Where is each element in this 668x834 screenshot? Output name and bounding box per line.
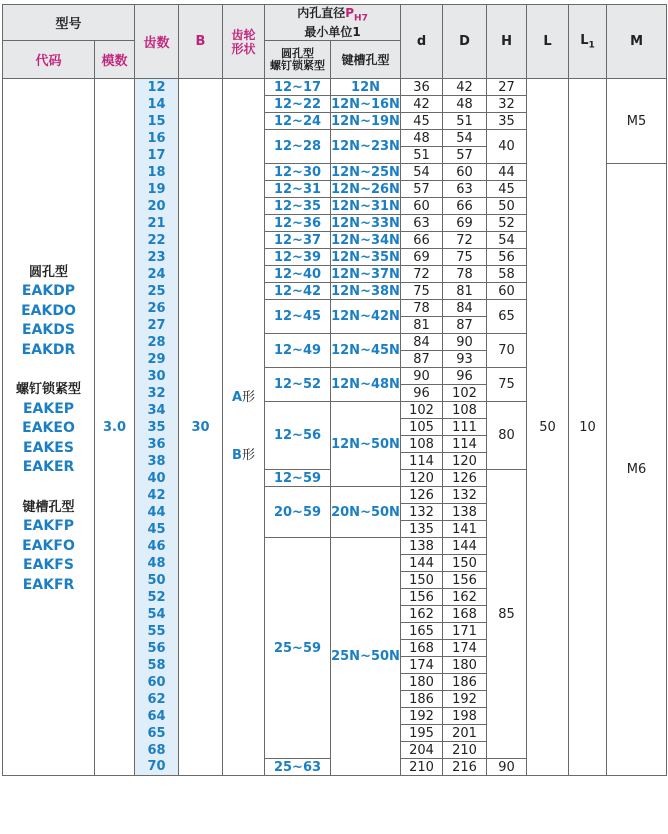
- header-d: d: [401, 5, 443, 79]
- group-label-keyway: 键槽孔型: [22, 499, 75, 515]
- H-cell: 45: [487, 181, 527, 198]
- d-cell: 150: [401, 572, 443, 589]
- teeth-cell: 40: [135, 470, 179, 487]
- D-cell: 150: [443, 555, 487, 572]
- teeth-cell: 48: [135, 555, 179, 572]
- D-cell: 192: [443, 691, 487, 708]
- teeth-cell: 45: [135, 521, 179, 538]
- bore-round-cell: 25~63: [265, 759, 331, 776]
- d-cell: 48: [401, 130, 443, 147]
- bore-round-cell: 12~24: [265, 113, 331, 130]
- D-cell: 210: [443, 742, 487, 759]
- d-cell: 186: [401, 691, 443, 708]
- header-L1-main: L: [580, 32, 589, 48]
- header-round-bore: [265, 41, 331, 79]
- L-value: 50: [527, 79, 569, 776]
- bore-key-cell: 12N~16N: [331, 96, 400, 112]
- bore-key-cell: 25N~50N: [331, 538, 401, 776]
- d-cell: 51: [401, 147, 443, 164]
- D-cell: 108: [443, 402, 487, 419]
- d-cell: 84: [401, 334, 443, 351]
- teeth-cell: 16: [135, 130, 179, 147]
- M-cell: M6: [607, 164, 667, 776]
- bore-key-cell: 12N~37N: [331, 266, 400, 282]
- D-cell: 138: [443, 504, 487, 521]
- model-code: EAKFS: [23, 557, 74, 574]
- D-cell: 162: [443, 589, 487, 606]
- teeth-cell: 34: [135, 402, 179, 419]
- shape-a-suffix: 形: [242, 390, 256, 405]
- d-cell: 63: [401, 215, 443, 232]
- d-cell: 45: [401, 113, 443, 130]
- d-cell: 165: [401, 623, 443, 640]
- model-code: EAKEP: [22, 400, 75, 417]
- teeth-cell: 14: [135, 96, 179, 113]
- d-cell: 69: [401, 249, 443, 266]
- bore-round-cell: 12~30: [265, 164, 331, 181]
- D-cell: 201: [443, 725, 487, 742]
- d-cell: 174: [401, 657, 443, 674]
- H-cell: 65: [487, 300, 527, 334]
- model-code: EAKFP: [22, 518, 75, 535]
- D-cell: 126: [443, 470, 487, 487]
- header-keyway: 键槽孔型: [331, 41, 401, 79]
- model-code: EAKDS: [22, 322, 75, 339]
- model-code: EAKDO: [21, 302, 76, 319]
- D-cell: 75: [443, 249, 487, 266]
- teeth-cell: 50: [135, 572, 179, 589]
- teeth-cell: 30: [135, 368, 179, 385]
- b-value: 30: [179, 79, 223, 776]
- D-cell: 63: [443, 181, 487, 198]
- model-code: EAKFO: [22, 537, 75, 554]
- d-cell: 72: [401, 266, 443, 283]
- bore-round-cell: 12~45: [265, 300, 331, 334]
- d-cell: 204: [401, 742, 443, 759]
- model-code: EAKDR: [21, 341, 76, 358]
- d-cell: 156: [401, 589, 443, 606]
- group-label-screw: 螺钉锁紧型: [15, 382, 81, 398]
- d-cell: 192: [401, 708, 443, 725]
- header-L: L: [527, 5, 569, 79]
- header-bore-p: P: [345, 5, 355, 20]
- D-cell: 57: [443, 147, 487, 164]
- D-cell: 90: [443, 334, 487, 351]
- H-cell: 85: [487, 470, 527, 759]
- teeth-cell: 44: [135, 504, 179, 521]
- d-cell: 96: [401, 385, 443, 402]
- header-bore-h7: H7: [354, 13, 368, 24]
- shape-b: B: [232, 448, 242, 463]
- bore-key-cell: 12N~38N: [331, 283, 400, 299]
- header-module: 模数: [95, 41, 135, 79]
- d-cell: 162: [401, 606, 443, 623]
- D-cell: 51: [443, 113, 487, 130]
- d-cell: 102: [401, 402, 443, 419]
- d-cell: 75: [401, 283, 443, 300]
- H-cell: 32: [487, 96, 527, 113]
- D-cell: 72: [443, 232, 487, 249]
- teeth-cell: 19: [135, 181, 179, 198]
- teeth-cell: 54: [135, 606, 179, 623]
- table-row: [3, 79, 667, 96]
- bore-key-cell: 12N~42N: [331, 300, 401, 334]
- H-cell: 60: [487, 283, 527, 300]
- header-L1-sub: 1: [588, 40, 595, 51]
- bore-round-cell: 12~37: [265, 232, 331, 249]
- header-b: B: [179, 5, 223, 79]
- bore-round-cell: 12~28: [265, 130, 331, 164]
- d-cell: 54: [401, 164, 443, 181]
- H-cell: 70: [487, 334, 527, 368]
- bore-key-cell: 12N~34N: [331, 232, 400, 248]
- model-code: EAKFR: [22, 576, 75, 593]
- teeth-cell: 36: [135, 436, 179, 453]
- d-cell: 81: [401, 317, 443, 334]
- gear-shape-cell: [223, 79, 265, 776]
- teeth-cell: 20: [135, 198, 179, 215]
- header-round-bore-line1: 圆孔型: [281, 46, 315, 60]
- model-code: EAKDP: [21, 283, 76, 300]
- teeth-cell: 60: [135, 674, 179, 691]
- bore-key-cell: 12N~35N: [331, 249, 400, 265]
- teeth-cell: 46: [135, 538, 179, 555]
- model-code: EAKES: [23, 439, 74, 456]
- teeth-cell: 68: [135, 742, 179, 759]
- teeth-cell: 55: [135, 623, 179, 640]
- header-bore-min: 最小单位1: [304, 25, 361, 40]
- teeth-cell: 32: [135, 385, 179, 402]
- header-L1: [569, 5, 607, 79]
- D-cell: 132: [443, 487, 487, 504]
- teeth-cell: 25: [135, 283, 179, 300]
- H-cell: 90: [487, 759, 527, 776]
- group-label-round: 圆孔型: [28, 264, 68, 280]
- d-cell: 195: [401, 725, 443, 742]
- bore-round-cell: 12~40: [265, 266, 331, 283]
- H-cell: 75: [487, 368, 527, 402]
- bore-round-cell: 12~31: [265, 181, 331, 198]
- M-cell: M5: [607, 79, 667, 164]
- D-cell: 198: [443, 708, 487, 725]
- module-value: 3.0: [95, 79, 135, 776]
- D-cell: 60: [443, 164, 487, 181]
- bore-round-cell: 12~35: [265, 198, 331, 215]
- H-cell: 50: [487, 198, 527, 215]
- D-cell: 78: [443, 266, 487, 283]
- D-cell: 171: [443, 623, 487, 640]
- header-code: 代码: [3, 41, 95, 79]
- bore-round-cell: 12~39: [265, 249, 331, 266]
- header-round-bore-line2: 螺钉锁紧型: [270, 58, 326, 72]
- d-cell: 168: [401, 640, 443, 657]
- bore-round-cell: 12~49: [265, 334, 331, 368]
- D-cell: 111: [443, 419, 487, 436]
- teeth-cell: 42: [135, 487, 179, 504]
- model-code: EAKEO: [22, 420, 75, 437]
- D-cell: 96: [443, 368, 487, 385]
- D-cell: 168: [443, 606, 487, 623]
- D-cell: 141: [443, 521, 487, 538]
- d-cell: 36: [401, 79, 443, 96]
- d-cell: 42: [401, 96, 443, 113]
- spec-table: [2, 4, 667, 776]
- header-M: M: [607, 5, 667, 79]
- bore-round-cell: 12~17: [265, 79, 331, 96]
- D-cell: 120: [443, 453, 487, 470]
- D-cell: 156: [443, 572, 487, 589]
- bore-round-cell: 20~59: [265, 487, 331, 538]
- shape-a: A: [231, 390, 243, 405]
- bore-round-cell: 12~22: [265, 96, 331, 113]
- d-cell: 57: [401, 181, 443, 198]
- D-cell: 48: [443, 96, 487, 113]
- bore-round-cell: 12~36: [265, 215, 331, 232]
- d-cell: 105: [401, 419, 443, 436]
- d-cell: 108: [401, 436, 443, 453]
- D-cell: 186: [443, 674, 487, 691]
- D-cell: 144: [443, 538, 487, 555]
- header-teeth: 齿数: [135, 5, 179, 79]
- D-cell: 180: [443, 657, 487, 674]
- header-gear-shape: [223, 5, 265, 79]
- d-cell: 120: [401, 470, 443, 487]
- d-cell: 126: [401, 487, 443, 504]
- bore-key-cell: 12N~31N: [331, 198, 400, 214]
- teeth-cell: 24: [135, 266, 179, 283]
- bore-round-cell: 12~42: [265, 283, 331, 300]
- teeth-cell: 18: [135, 164, 179, 181]
- H-cell: 80: [487, 402, 527, 470]
- d-cell: 132: [401, 504, 443, 521]
- d-cell: 180: [401, 674, 443, 691]
- teeth-cell: 15: [135, 113, 179, 130]
- teeth-cell: 29: [135, 351, 179, 368]
- bore-key-cell: 12N~23N: [331, 130, 401, 164]
- D-cell: 87: [443, 317, 487, 334]
- D-cell: 114: [443, 436, 487, 453]
- D-cell: 174: [443, 640, 487, 657]
- bore-key-cell: 12N~25N: [331, 164, 400, 180]
- d-cell: 114: [401, 453, 443, 470]
- D-cell: 93: [443, 351, 487, 368]
- teeth-cell: 17: [135, 147, 179, 164]
- header-D: D: [443, 5, 487, 79]
- header-gear-shape-line2: 形状: [231, 41, 256, 56]
- D-cell: 84: [443, 300, 487, 317]
- D-cell: 54: [443, 130, 487, 147]
- H-cell: 27: [487, 79, 527, 96]
- H-cell: 40: [487, 130, 527, 164]
- bore-key-cell: 12N~19N: [331, 113, 400, 129]
- d-cell: 90: [401, 368, 443, 385]
- L1-value: 10: [569, 79, 607, 776]
- d-cell: 66: [401, 232, 443, 249]
- bore-key-cell: 12N~33N: [331, 215, 400, 231]
- bore-key-cell: 12N~50N: [331, 402, 401, 487]
- H-cell: 56: [487, 249, 527, 266]
- header-model-type: 型号: [3, 5, 135, 41]
- D-cell: 42: [443, 79, 487, 96]
- d-cell: 144: [401, 555, 443, 572]
- teeth-cell: 23: [135, 249, 179, 266]
- header-bore: [265, 5, 401, 41]
- d-cell: 135: [401, 521, 443, 538]
- teeth-cell: 38: [135, 453, 179, 470]
- H-cell: 54: [487, 232, 527, 249]
- teeth-cell: 65: [135, 725, 179, 742]
- teeth-cell: 70: [135, 759, 179, 776]
- D-cell: 81: [443, 283, 487, 300]
- d-cell: 87: [401, 351, 443, 368]
- bore-key-cell: 12N~45N: [331, 334, 401, 368]
- shape-b-suffix: 形: [241, 448, 255, 463]
- d-cell: 60: [401, 198, 443, 215]
- bore-key-cell: 12N: [331, 79, 401, 96]
- teeth-cell: 28: [135, 334, 179, 351]
- D-cell: 69: [443, 215, 487, 232]
- teeth-cell: 62: [135, 691, 179, 708]
- d-cell: 78: [401, 300, 443, 317]
- bore-round-cell: 12~56: [265, 402, 331, 470]
- H-cell: 44: [487, 164, 527, 181]
- header-bore-title: 内孔直径: [297, 5, 346, 20]
- bore-round-cell: 12~52: [265, 368, 331, 402]
- bore-round-cell: 12~59: [265, 470, 331, 487]
- model-code: EAKER: [22, 459, 75, 476]
- model-codes: [3, 79, 95, 776]
- bore-key-cell: 12N~48N: [331, 368, 401, 402]
- header-gear-shape-line1: 齿轮: [231, 27, 256, 42]
- teeth-cell: 35: [135, 419, 179, 436]
- D-cell: 102: [443, 385, 487, 402]
- header-H: H: [487, 5, 527, 79]
- teeth-cell: 56: [135, 640, 179, 657]
- D-cell: 66: [443, 198, 487, 215]
- d-cell: 210: [401, 759, 443, 776]
- bore-key-cell: 12N~26N: [331, 181, 400, 197]
- teeth-cell: 22: [135, 232, 179, 249]
- teeth-cell: 64: [135, 708, 179, 725]
- bore-round-cell: 25~59: [265, 538, 331, 759]
- teeth-cell: 26: [135, 300, 179, 317]
- H-cell: 52: [487, 215, 527, 232]
- d-cell: 138: [401, 538, 443, 555]
- H-cell: 58: [487, 266, 527, 283]
- teeth-cell: 52: [135, 589, 179, 606]
- teeth-cell: 27: [135, 317, 179, 334]
- bore-key-cell: 20N~50N: [331, 487, 401, 538]
- D-cell: 216: [443, 759, 487, 776]
- H-cell: 35: [487, 113, 527, 130]
- teeth-cell: 21: [135, 215, 179, 232]
- teeth-cell: 58: [135, 657, 179, 674]
- teeth-cell: 12: [135, 79, 179, 96]
